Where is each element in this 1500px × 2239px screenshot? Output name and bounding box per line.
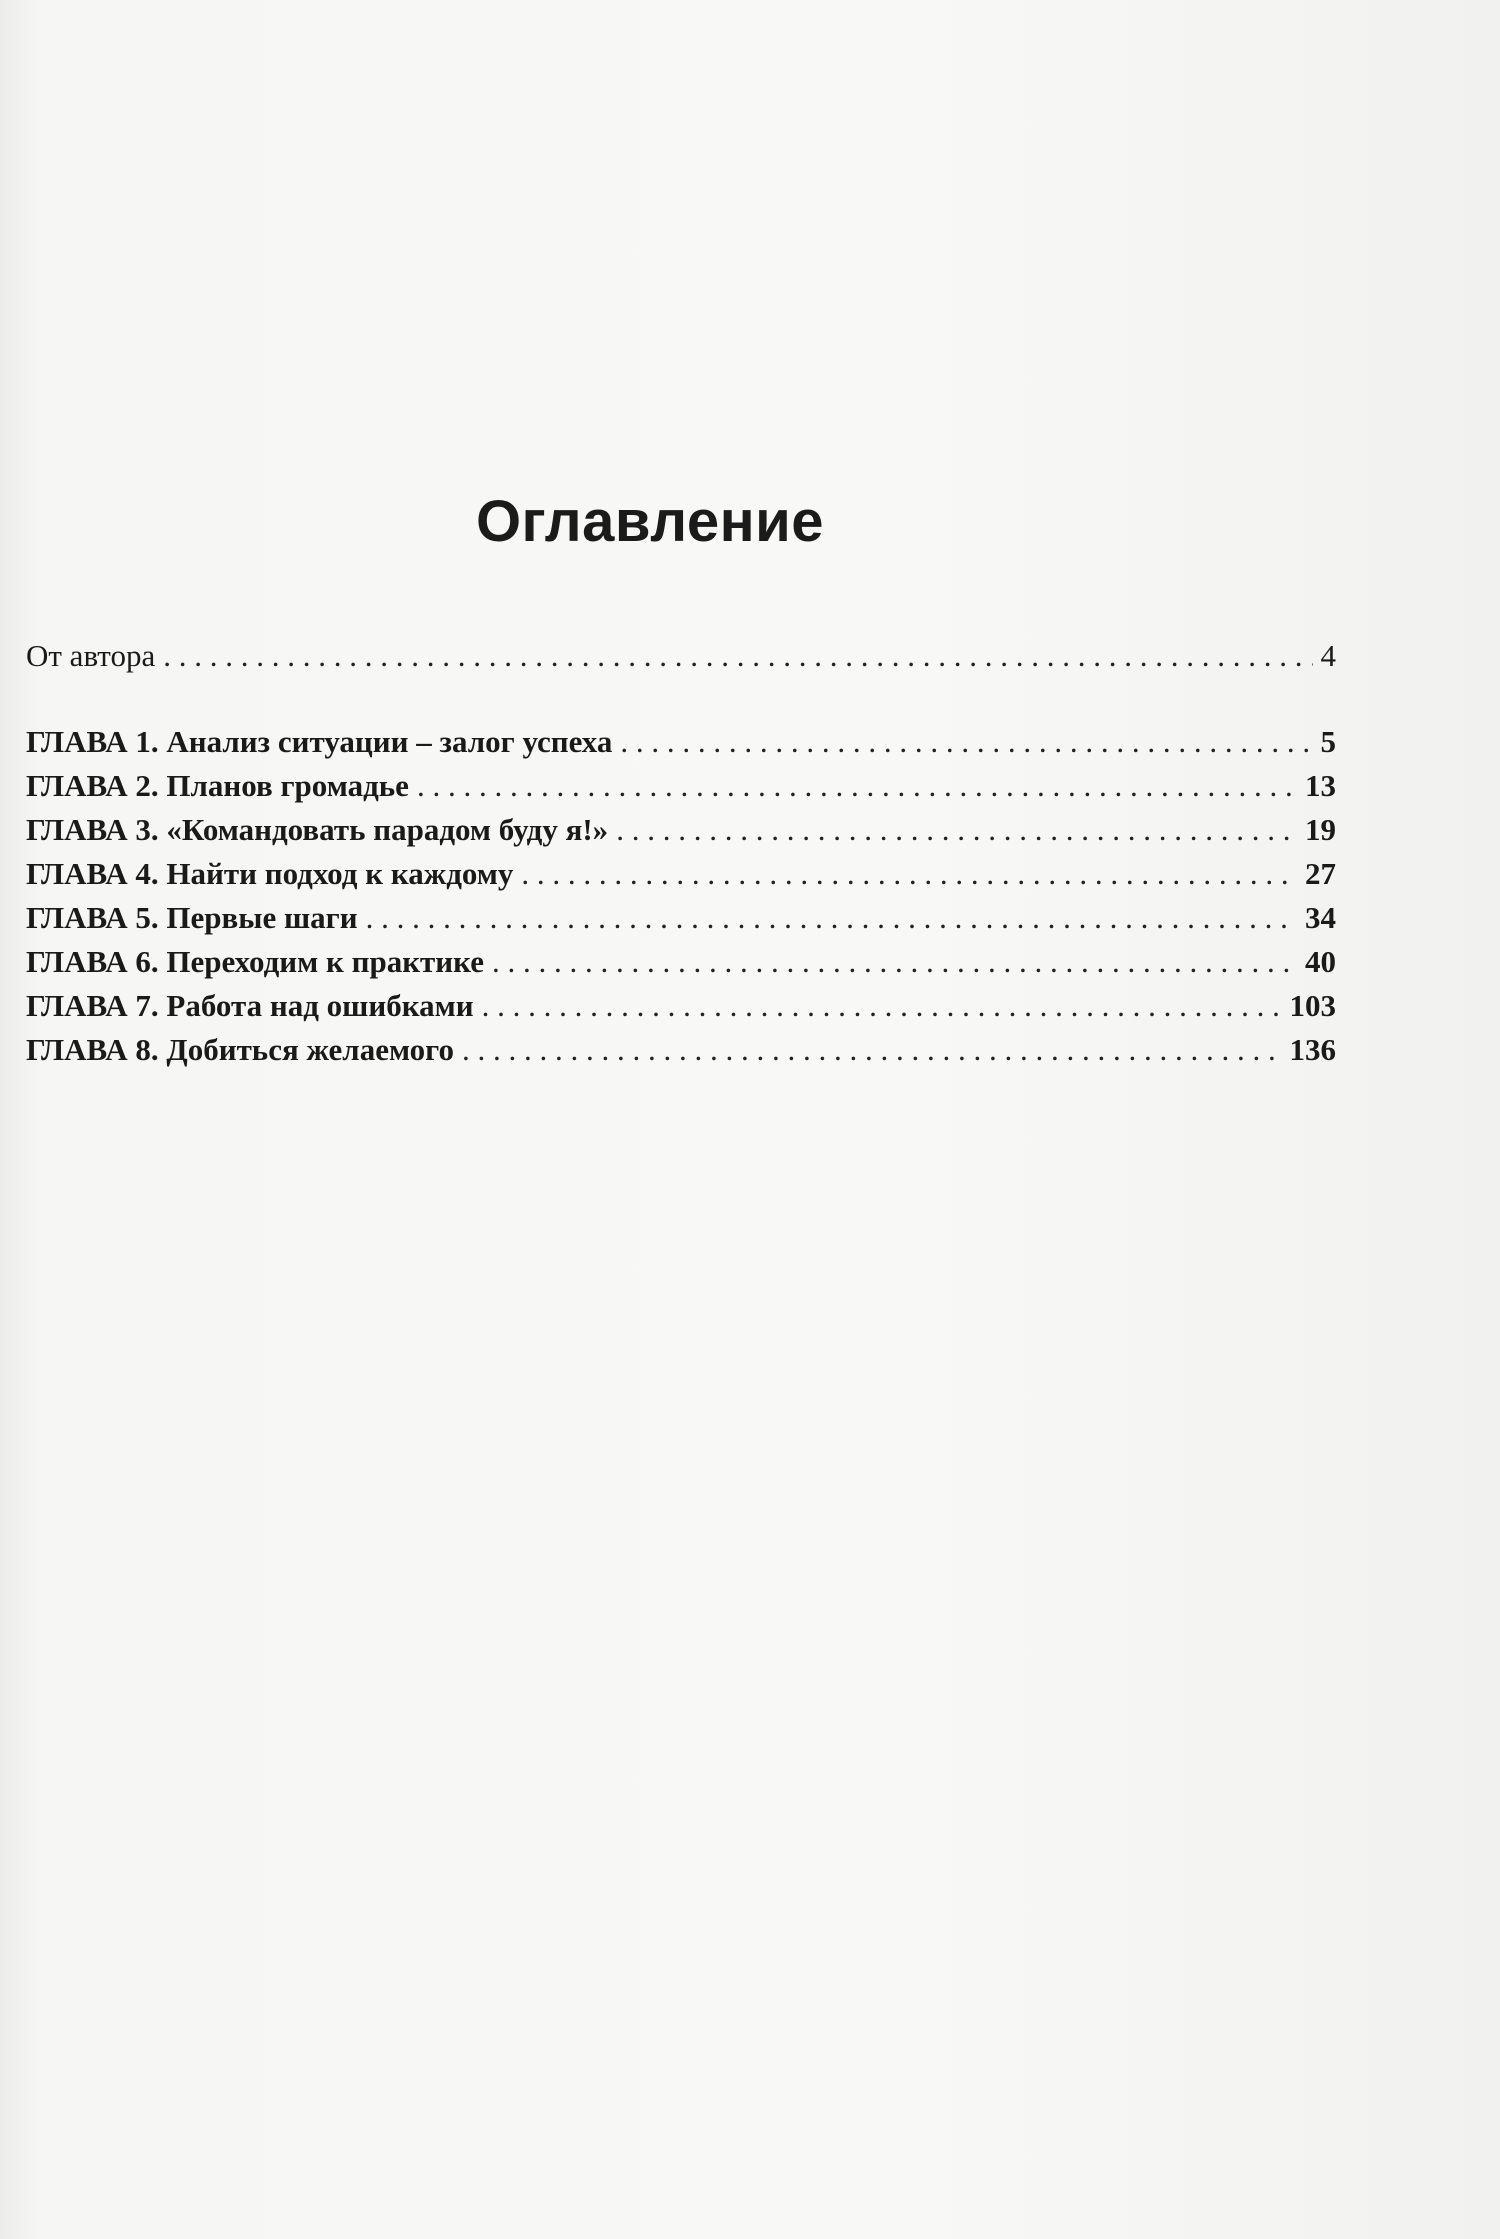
toc-entry-page: 13 <box>1305 768 1336 803</box>
toc-entry-page: 27 <box>1305 856 1336 891</box>
toc-entry <box>26 634 1336 678</box>
toc-entry <box>26 764 1336 808</box>
toc-entry <box>26 940 1336 984</box>
toc-leader-dots <box>462 1028 1282 1072</box>
toc-entry-label: ГЛАВА 6. Переходим к практике <box>26 944 484 979</box>
toc-leader-dots <box>620 720 1312 764</box>
page-title: Оглавление <box>475 489 825 554</box>
toc-leader-dots <box>521 852 1297 896</box>
toc-entry-page: 5 <box>1320 724 1336 759</box>
toc-entry-label: ГЛАВА 5. Первые шаги <box>26 900 358 935</box>
toc-entry-page: 103 <box>1289 988 1336 1023</box>
toc-leader-dots <box>163 634 1312 678</box>
toc-entry-label: От автора <box>26 638 156 673</box>
toc-entry-label: ГЛАВА 4. Найти подход к каждому <box>26 856 514 891</box>
toc-entry-page: 136 <box>1289 1032 1336 1067</box>
toc-leader-dots <box>482 984 1282 1028</box>
toc-entry <box>26 720 1336 764</box>
toc-entry-page: 34 <box>1305 900 1336 935</box>
toc-entry-page: 4 <box>1320 638 1336 673</box>
toc-entry <box>26 852 1336 896</box>
toc-entry <box>26 896 1336 940</box>
toc-entry-page: 19 <box>1305 812 1336 847</box>
toc-entry <box>26 808 1336 852</box>
toc-entry-label: ГЛАВА 1. Анализ ситуации – залог успеха <box>26 724 613 759</box>
table-of-contents <box>26 634 1336 1072</box>
toc-leader-dots <box>417 764 1297 808</box>
toc-entry-page: 40 <box>1305 944 1336 979</box>
toc-entry-label: ГЛАВА 2. Планов громадье <box>26 768 409 803</box>
toc-entry <box>26 1028 1336 1072</box>
toc-leader-dots <box>616 808 1297 852</box>
toc-entry-label: ГЛАВА 3. «Командовать парадом буду я!» <box>26 812 609 847</box>
toc-entry <box>26 984 1336 1028</box>
toc-leader-dots <box>366 896 1297 940</box>
toc-entry-label: ГЛАВА 8. Добиться желаемого <box>26 1032 454 1067</box>
toc-leader-dots <box>492 940 1297 984</box>
toc-entry-label: ГЛАВА 7. Работа над ошибками <box>26 988 474 1023</box>
